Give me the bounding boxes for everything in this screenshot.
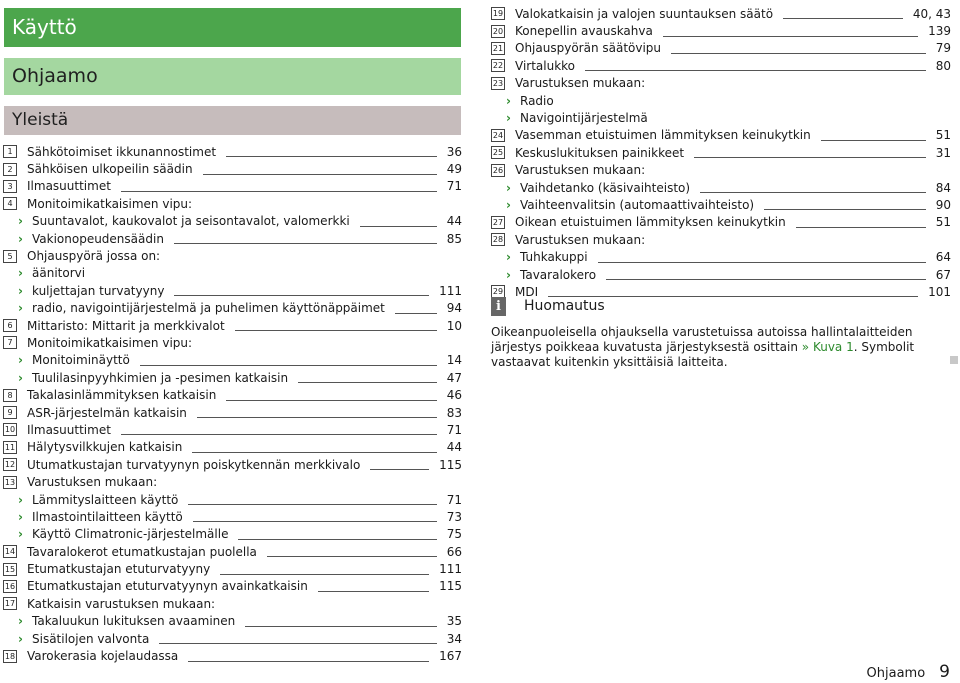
- sub-item-label: Tuulilasinpyyhkimien ja -pesimen katkaisin: [32, 370, 289, 385]
- callout-number: 9: [3, 406, 17, 419]
- item-row: [3, 421, 462, 438]
- sub-item-row: [3, 508, 462, 525]
- callout-number: 23: [492, 78, 504, 88]
- page-ref[interactable]: 66: [446, 544, 462, 559]
- leader-line: [764, 209, 926, 210]
- sub-item-row: [3, 526, 462, 543]
- sub-item-label: Lämmityslaitteen käyttö: [32, 492, 179, 507]
- item-row: [3, 160, 462, 177]
- item-row: [3, 386, 462, 403]
- list-item: [3, 578, 462, 595]
- page-ref[interactable]: 71: [446, 422, 462, 437]
- item-label: Varokerasia kojelaudassa: [27, 649, 179, 664]
- callout-number: 7: [3, 336, 17, 349]
- list-item: [3, 178, 462, 195]
- callout-number: 17: [4, 599, 16, 609]
- item-row: [3, 317, 462, 334]
- chevron-right-icon: ›: [506, 93, 511, 108]
- item-label: Varustuksen mukaan:: [27, 475, 158, 490]
- leader-line: [197, 417, 437, 418]
- list-item: [3, 595, 462, 647]
- callout-number: 2: [3, 163, 17, 176]
- item-label: Monitoimikatkaisimen vipu:: [27, 335, 193, 350]
- chevron-right-icon: ›: [506, 197, 511, 212]
- item-row: [3, 143, 462, 160]
- page-ref[interactable]: 71: [446, 179, 462, 194]
- page-ref[interactable]: 34: [446, 631, 462, 646]
- list-item: [3, 456, 462, 473]
- section-end-mark: [950, 356, 958, 364]
- sub-item-row: [491, 248, 951, 265]
- note-text-end: . Symbolit vastaavat kuitenkin yksittäisiä laitteita.: [491, 340, 915, 369]
- item-row: [491, 40, 951, 57]
- page-ref[interactable]: 79: [935, 41, 951, 56]
- link-text: Kuva 1: [812, 340, 854, 354]
- page-ref[interactable]: 51: [935, 128, 951, 143]
- list-item: [3, 543, 462, 560]
- leader-line: [121, 191, 437, 192]
- page-ref[interactable]: 167: [439, 649, 462, 664]
- subsection-heading: Yleistä: [4, 106, 461, 135]
- leader-line: [121, 434, 437, 435]
- page-ref[interactable]: 44: [446, 440, 462, 455]
- page-ref[interactable]: 31: [935, 145, 951, 160]
- sub-item-row: [3, 630, 462, 647]
- callout-number: 11: [4, 442, 16, 452]
- page-ref[interactable]: 111: [439, 562, 462, 577]
- list-item: [491, 144, 951, 161]
- list-item: [491, 231, 951, 283]
- list-item: [3, 421, 462, 438]
- page-ref[interactable]: 35: [446, 614, 462, 629]
- callout-number: 10: [4, 425, 16, 435]
- leader-line: [188, 661, 429, 662]
- callout-number: 22: [492, 61, 504, 71]
- chevron-right-icon: ›: [18, 214, 23, 229]
- page-ref[interactable]: 71: [446, 492, 462, 507]
- sub-item-label: kuljettajan turvatyyny: [32, 283, 165, 298]
- callout-number: 28: [492, 235, 504, 245]
- sub-item-label: Takaluukun lukituksen avaaminen: [32, 614, 236, 629]
- sub-item-label: Radio: [520, 93, 554, 108]
- callout-number: 24: [492, 130, 504, 140]
- sub-item-label: Tuhkakuppi: [520, 250, 588, 265]
- note-text: Oikeanpuoleisella ohjauksella varustetuissa autoissa hallintalaitteiden järjestys poikkeaa kuvatusta järjestyksestä osittain: [491, 325, 913, 354]
- callout-number: 12: [4, 460, 16, 470]
- list-item: [491, 214, 951, 231]
- list-item: [491, 162, 951, 214]
- page-ref[interactable]: 36: [446, 144, 462, 159]
- sub-item-row: [3, 491, 462, 508]
- item-label: ASR-järjestelmän katkaisin: [27, 405, 187, 420]
- leader-line: [821, 140, 926, 141]
- item-label: Varustuksen mukaan:: [515, 232, 646, 247]
- chevron-right-icon: ›: [18, 509, 23, 524]
- item-label: Sähkötoimiset ikkunannostimet: [27, 144, 217, 159]
- item-row: [491, 214, 951, 231]
- item-label: Ilmasuuttimet: [27, 179, 111, 194]
- callout-number: 1: [3, 145, 17, 158]
- chevron-right-icon: ›: [18, 283, 23, 298]
- item-row: [491, 22, 951, 39]
- sub-item-row: [491, 92, 951, 109]
- leader-line: [585, 70, 926, 71]
- leader-line: [188, 504, 436, 505]
- leader-line: [193, 521, 437, 522]
- item-label: MDI: [515, 284, 539, 299]
- page-ref[interactable]: 64: [935, 250, 951, 265]
- footer-section-title: Ohjaamo: [866, 666, 926, 681]
- page-ref[interactable]: 90: [935, 197, 951, 212]
- leader-line: [694, 157, 926, 158]
- list-item: [491, 57, 951, 74]
- leader-line: [606, 279, 926, 280]
- page-ref[interactable]: 85: [446, 231, 462, 246]
- leader-line: [174, 295, 429, 296]
- page-footer: [867, 662, 950, 682]
- sub-item-label: Monitoiminäyttö: [32, 353, 130, 368]
- note-title: Huomautus: [524, 298, 605, 314]
- callout-number: 8: [3, 389, 17, 402]
- leader-line: [298, 382, 437, 383]
- item-label: Konepellin avauskahva: [515, 24, 653, 39]
- item-row: [491, 5, 951, 22]
- list-item: [491, 75, 951, 127]
- callout-number: 3: [3, 180, 17, 193]
- page-ref[interactable]: 44: [446, 214, 462, 229]
- page-number: 9: [939, 662, 950, 682]
- sub-item-row: [491, 109, 951, 126]
- sub-item-label: Vaihteenvalitsin (automaattivaihteisto): [520, 197, 755, 212]
- sub-item-row: [3, 352, 462, 369]
- item-label: Tavaralokerot etumatkustajan puolella: [27, 544, 257, 559]
- item-label: Utumatkustajan turvatyynyn poiskytkennän merkkivalo: [27, 457, 361, 472]
- leader-line: [159, 643, 436, 644]
- chevron-right-icon: ›: [18, 370, 23, 385]
- info-icon: i: [491, 297, 506, 316]
- controls-list-right: [491, 5, 951, 301]
- item-row: [3, 647, 462, 664]
- chevron-right-icon: ›: [18, 266, 23, 281]
- sub-item-row: [3, 613, 462, 630]
- item-row: [491, 231, 951, 248]
- item-label: Valokatkaisin ja valojen suuntauksen säätö: [515, 6, 774, 21]
- item-row: [491, 162, 951, 179]
- leader-line: [220, 574, 429, 575]
- page-ref[interactable]: 101: [928, 284, 951, 299]
- list-item: [491, 40, 951, 57]
- item-label: Oikean etuistuimen lämmityksen keinukytkin: [515, 215, 786, 230]
- chevron-right-icon: ›: [18, 527, 23, 542]
- controls-list-left: [3, 143, 462, 665]
- chevron-right-icon: ›: [18, 231, 23, 246]
- sub-item-row: [3, 230, 462, 247]
- note-header: [491, 295, 951, 317]
- leader-line: [235, 330, 437, 331]
- item-label: Varustuksen mukaan:: [515, 163, 646, 178]
- page-ref[interactable]: 46: [446, 388, 462, 403]
- sub-item-label: radio, navigointijärjestelmä ja puhelimen käyttönäppäimet: [32, 301, 385, 316]
- list-item: [3, 317, 462, 334]
- list-item: [3, 195, 462, 247]
- list-item: [491, 127, 951, 144]
- sub-item-label: Suuntavalot, kaukovalot ja seisontavalot, valomerkki: [32, 214, 350, 229]
- leader-line: [267, 556, 437, 557]
- leader-line: [598, 262, 926, 263]
- callout-number: 14: [4, 547, 16, 557]
- item-row: [3, 247, 462, 264]
- item-label: Virtalukko: [515, 58, 576, 73]
- item-row: [491, 127, 951, 144]
- note-body: [491, 325, 947, 370]
- callout-number: 5: [3, 250, 17, 263]
- leader-line: [663, 36, 918, 37]
- leader-line: [192, 452, 436, 453]
- item-label: Sähköisen ulkopeilin säädin: [27, 162, 193, 177]
- leader-line: [238, 539, 436, 540]
- callout-number: 21: [492, 43, 504, 53]
- callout-number: 4: [3, 197, 17, 210]
- page-ref[interactable]: 51: [935, 215, 951, 230]
- callout-number: 15: [4, 564, 16, 574]
- list-item: [3, 647, 462, 664]
- item-label: Varustuksen mukaan:: [515, 76, 646, 91]
- list-item: [3, 334, 462, 386]
- callout-number: 18: [4, 651, 16, 661]
- callout-number: 20: [492, 26, 504, 36]
- leader-line: [671, 53, 926, 54]
- item-label: Etumatkustajan etuturvatyyny: [27, 562, 211, 577]
- chevron-right-icon: ›: [18, 492, 23, 507]
- callout-number: 29: [492, 287, 504, 297]
- page-ref[interactable]: 139: [928, 24, 951, 39]
- item-row: [3, 473, 462, 490]
- sub-item-label: äänitorvi: [32, 266, 86, 281]
- sub-item-row: [3, 369, 462, 386]
- list-item: [3, 560, 462, 577]
- list-item: [491, 22, 951, 39]
- leader-line: [174, 243, 437, 244]
- item-row: [3, 560, 462, 577]
- page-ref[interactable]: 75: [446, 527, 462, 542]
- chevron-right-icon: ›: [506, 111, 511, 126]
- item-label: Monitoimikatkaisimen vipu:: [27, 196, 193, 211]
- item-row: [491, 144, 951, 161]
- leader-line: [360, 226, 437, 227]
- leader-line: [226, 400, 436, 401]
- chapter-heading: Käyttö: [4, 8, 461, 47]
- item-row: [491, 57, 951, 74]
- item-row: [3, 595, 462, 612]
- item-label: Ohjauspyörä jossa on:: [27, 249, 161, 264]
- sub-item-label: Ilmastointilaitteen käyttö: [32, 509, 183, 524]
- callout-number: 25: [492, 148, 504, 158]
- callout-number: 19: [492, 9, 504, 19]
- sub-item-row: [491, 196, 951, 213]
- page-ref[interactable]: 40, 43: [912, 6, 951, 21]
- chevron-right-icon: ›: [506, 180, 511, 195]
- page-ref[interactable]: 115: [439, 579, 462, 594]
- chevron-right-icon: ›: [506, 267, 511, 282]
- page-ref[interactable]: 83: [446, 405, 462, 420]
- callout-number: 27: [492, 217, 504, 227]
- sub-item-label: Sisätilojen valvonta: [32, 631, 150, 646]
- chevron-right-icon: ›: [18, 353, 23, 368]
- sub-item-row: [3, 265, 462, 282]
- item-row: [3, 404, 462, 421]
- item-label: Keskuslukituksen painikkeet: [515, 145, 685, 160]
- callout-number: 26: [492, 165, 504, 175]
- callout-number: 13: [4, 477, 16, 487]
- note-box: [491, 295, 951, 370]
- item-label: Vasemman etuistuimen lämmityksen keinukytkin: [515, 128, 811, 143]
- item-row: [3, 439, 462, 456]
- sub-item-row: [3, 282, 462, 299]
- item-label: Takalasinlämmityksen katkaisin: [27, 388, 217, 403]
- page-ref[interactable]: 111: [439, 283, 462, 298]
- item-label: Mittaristo: Mittarit ja merkkivalot: [27, 318, 225, 333]
- sub-item-row: [3, 213, 462, 230]
- item-row: [3, 334, 462, 351]
- leader-line: [318, 591, 429, 592]
- item-label: Ohjauspyörän säätövipu: [515, 41, 662, 56]
- item-row: [3, 456, 462, 473]
- item-row: [3, 178, 462, 195]
- chevron-right-icon: ›: [506, 250, 511, 265]
- list-item: [3, 160, 462, 177]
- figure-link[interactable]: [802, 340, 854, 354]
- sub-item-label: Vaihdetanko (käsivaihteisto): [520, 180, 691, 195]
- leader-line: [245, 626, 436, 627]
- leader-line: [783, 18, 903, 19]
- leader-line: [370, 469, 429, 470]
- item-label: Hälytysvilkkujen katkaisin: [27, 440, 183, 455]
- list-item: [3, 439, 462, 456]
- chevron-right-icon: ›: [18, 631, 23, 646]
- page-ref[interactable]: 73: [446, 509, 462, 524]
- item-label: Etumatkustajan etuturvatyynyn avainkatkaisin: [27, 579, 308, 594]
- item-row: [3, 578, 462, 595]
- sub-item-label: Tavaralokero: [520, 267, 597, 282]
- list-item: [3, 143, 462, 160]
- item-row: [491, 75, 951, 92]
- page-ref[interactable]: 84: [935, 180, 951, 195]
- sub-item-row: [491, 179, 951, 196]
- chevron-right-icon: ›: [18, 301, 23, 316]
- sub-item-label: Vakionopeudensäädin: [32, 231, 164, 246]
- list-item: [3, 386, 462, 403]
- list-item: [3, 404, 462, 421]
- leader-line: [203, 174, 437, 175]
- sub-item-label: Navigointijärjestelmä: [520, 111, 648, 126]
- page-ref[interactable]: 49: [446, 162, 462, 177]
- item-row: [3, 543, 462, 560]
- list-item: [491, 5, 951, 22]
- sub-item-label: Käyttö Climatronic-järjestelmälle: [32, 527, 229, 542]
- page-ref[interactable]: 80: [935, 58, 951, 73]
- page-ref[interactable]: 47: [446, 370, 462, 385]
- item-label: Ilmasuuttimet: [27, 422, 111, 437]
- section-heading: Ohjaamo: [4, 58, 461, 95]
- page-ref[interactable]: 14: [446, 353, 462, 368]
- chevron-right-icon: ›: [18, 614, 23, 629]
- item-label: Katkaisin varustuksen mukaan:: [27, 596, 216, 611]
- callout-number: 6: [3, 319, 17, 332]
- sub-item-row: [3, 300, 462, 317]
- leader-line: [700, 192, 926, 193]
- leader-line: [395, 313, 437, 314]
- leader-line: [796, 227, 926, 228]
- list-item: [3, 473, 462, 543]
- page-ref[interactable]: 94: [446, 301, 462, 316]
- page-ref[interactable]: 67: [935, 267, 951, 282]
- list-item: [3, 247, 462, 317]
- link-arrow: »: [801, 340, 810, 354]
- leader-line: [226, 156, 437, 157]
- page-ref[interactable]: 115: [439, 457, 462, 472]
- callout-number: 16: [4, 581, 16, 591]
- leader-line: [140, 365, 437, 366]
- page-ref[interactable]: 10: [446, 318, 462, 333]
- item-row: [3, 195, 462, 212]
- sub-item-row: [491, 266, 951, 283]
